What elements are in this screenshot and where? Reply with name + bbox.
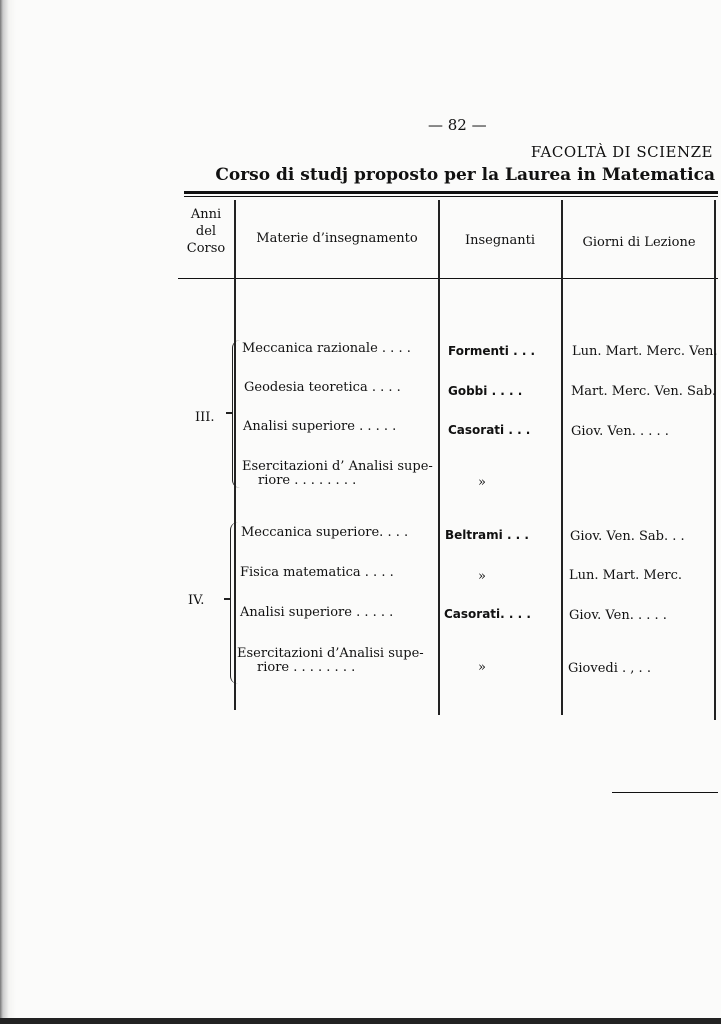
header-years-line-3: Corso bbox=[186, 241, 226, 256]
days-iii-3: Giov. Ven. . . . . bbox=[571, 424, 669, 439]
days-iv-2: Lun. Mart. Merc. bbox=[569, 568, 683, 583]
group-brace-iii-bottom bbox=[232, 412, 240, 488]
header-years-line-2: del bbox=[195, 224, 217, 239]
subject-iv-3: Analisi superiore . . . . . bbox=[240, 605, 394, 620]
subject-iii-4-line-1: Esercitazioni d’ Analisi supe- bbox=[242, 459, 433, 474]
column-divider-teacher bbox=[561, 200, 563, 715]
header-bottom-rule bbox=[178, 278, 718, 279]
year-label-iii: III. bbox=[195, 410, 215, 425]
column-divider-subject bbox=[438, 200, 440, 715]
page-number: — 82 — bbox=[428, 116, 487, 134]
subject-iv-4-line-2: riore . . . . . . . . bbox=[257, 660, 356, 675]
teacher-iv-2: » bbox=[478, 569, 486, 584]
subject-iii-1: Meccanica razionale . . . . bbox=[242, 341, 411, 356]
subject-iii-3: Analisi superiore . . . . . bbox=[243, 419, 397, 434]
days-iv-1: Giov. Ven. Sab. . . bbox=[570, 529, 685, 544]
header-years bbox=[180, 206, 232, 257]
days-iv-3: Giov. Ven. . . . . bbox=[569, 608, 667, 623]
teacher-iv-1: Beltrami . . . bbox=[445, 528, 529, 542]
header-years-line-1: Anni bbox=[190, 207, 222, 222]
header-subject: Materie d’insegnamento bbox=[256, 231, 418, 246]
right-page-border bbox=[714, 200, 716, 720]
table-top-rule bbox=[184, 191, 718, 194]
subject-iii-4-line-2: riore . . . . . . . . bbox=[258, 473, 357, 488]
days-iii-2: Mart. Merc. Ven. Sab. bbox=[571, 384, 717, 399]
teacher-iii-3: Casorati . . . bbox=[448, 423, 531, 437]
teacher-iv-4: » bbox=[478, 660, 486, 675]
group-brace-iv-top bbox=[230, 522, 238, 598]
course-title: Corso di studj proposto per la Laurea in Matematica bbox=[215, 165, 715, 185]
days-iv-4: Giovedi . , . . bbox=[568, 661, 651, 676]
table-top-rule-thin bbox=[184, 196, 718, 197]
group-brace-iv-point bbox=[224, 598, 230, 600]
teacher-iii-2: Gobbi . . . . bbox=[448, 384, 523, 398]
subject-iv-1: Meccanica superiore. . . . bbox=[241, 525, 409, 540]
group-brace-iii-top bbox=[232, 340, 240, 412]
faculty-heading: FACOLTÀ DI SCIENZE bbox=[530, 143, 713, 161]
group-brace-iv-bottom bbox=[230, 598, 238, 684]
teacher-iii-1: Formenti . . . bbox=[448, 344, 536, 358]
book-spine-edge bbox=[0, 0, 16, 1024]
teacher-iii-4: » bbox=[478, 475, 486, 490]
teacher-iv-3: Casorati. . . . bbox=[444, 607, 531, 621]
header-days: Giorni di Lezione bbox=[582, 235, 696, 250]
subject-iv-4-line-1: Esercitazioni d’Analisi supe- bbox=[237, 646, 424, 661]
page-bottom-edge bbox=[0, 1018, 721, 1024]
subject-iv-2: Fisica matematica . . . . bbox=[240, 565, 394, 580]
header-teacher: Insegnanti bbox=[464, 233, 536, 248]
group-brace-iii-point bbox=[226, 412, 232, 414]
year-label-iv: IV. bbox=[188, 593, 205, 608]
footer-rule bbox=[612, 792, 718, 793]
days-iii-1: Lun. Mart. Merc. Ven. bbox=[572, 344, 718, 359]
subject-iii-2: Geodesia teoretica . . . . bbox=[244, 380, 401, 395]
